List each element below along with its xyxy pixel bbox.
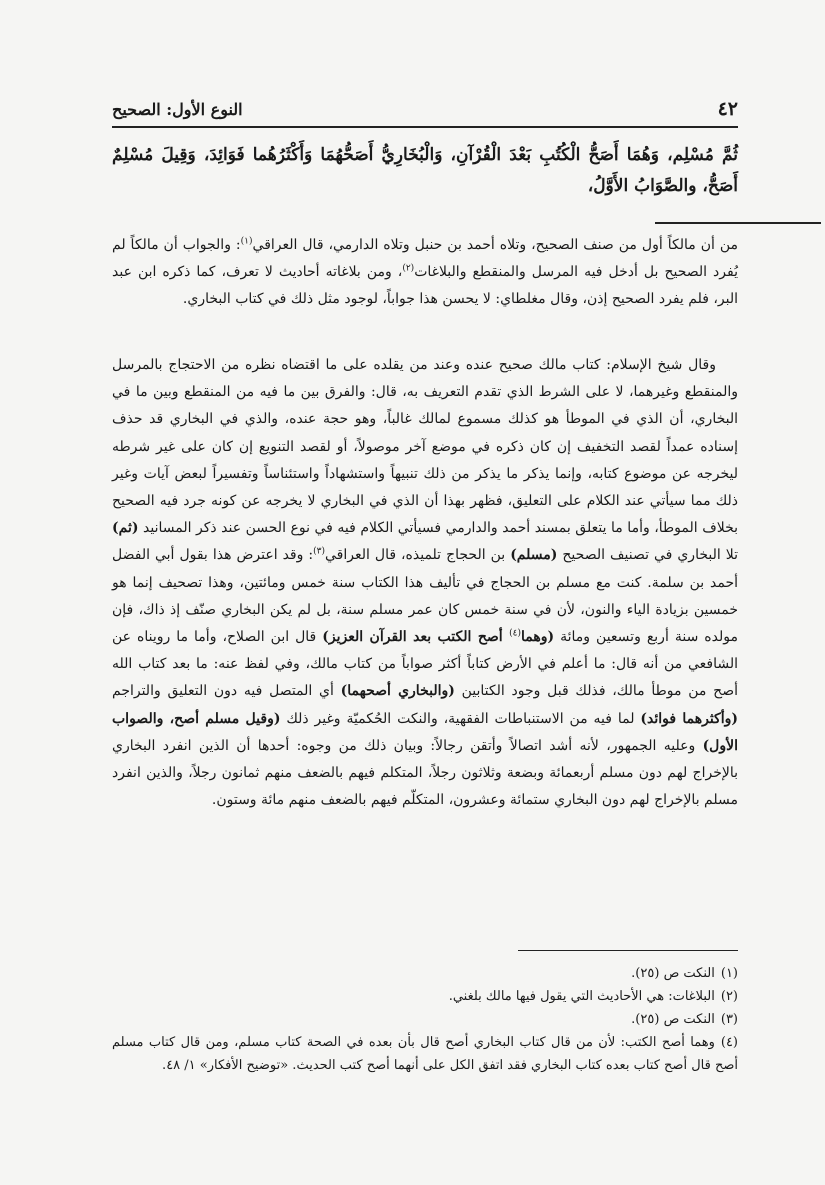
footnote-ref-4[interactable]: (٤) xyxy=(509,628,521,639)
footnote-text: النكت ص (٢٥). xyxy=(631,1012,715,1027)
footnote xyxy=(112,1031,738,1077)
footnote-text: وهما أصح الكتب: لأن من قال كتاب البخاري أصح قال بأن بعده في الصحة كتاب مسلم، ومن قال كتاب مسلم أصح قال أصح كتاب بعده كتاب البخاري فقد اتفق الكل على أنهما أصح كتب الحديث. «توضيح الأفكار» ١/ ٤٨. xyxy=(112,1035,738,1073)
quoted-matn: (ثم) xyxy=(112,520,139,537)
page-header xyxy=(112,98,738,128)
quoted-matn: أصح الكتب بعد القرآن العزيز) xyxy=(322,629,510,646)
footnote-text: البلاغات: هي الأحاديث التي يقول فيها مالك بلغني. xyxy=(448,989,715,1004)
text-run: قال ابن الصلاح، وأما ما رويناه عن الشافعي من أنه قال: ما أعلم في الأرض كتاباً أكثر صواباً من كتاب مالك، وفي لفظ عنه: ما بعد كتاب الله أصح من موطأ مالك، فذلك قبل وجود الكتابين xyxy=(112,629,738,700)
footnote-number: (٣) xyxy=(720,1012,738,1027)
text-run: وعليه الجمهور، لأنه أشد اتصالاً وأتقن رجالاً: وبيان ذلك من وجوه: أحدها أن الذين انفرد البخاري بالإخراج لهم دون مسلم أربعمائة وبضعة وثلاثون رجلاً، المتكلم فيهم بالضعف منهم ثمانون رجلاً، والذين انفرد مسلم بالإخراج لهم دون البخاري ستمائة وعشرون، المتكلّم فيهم بالضعف منهم مائة وستون. xyxy=(112,737,738,809)
matn-divider xyxy=(655,222,821,224)
footnote-divider xyxy=(518,950,738,951)
text-run: من أن مالكاً أول من صنف الصحيح، وتلاه أحمد بن حنبل وتلاه الدارمي، قال العراقي xyxy=(252,237,738,253)
quoted-matn: (وأكثرهما فوائد) xyxy=(640,710,738,727)
footnotes xyxy=(112,962,738,1077)
running-title: النوع الأول: الصحيح xyxy=(112,100,243,119)
footnote-ref-2[interactable]: (٢) xyxy=(402,263,415,274)
footnote-number: (٤) xyxy=(720,1035,738,1050)
text-run: أي المتصل فيه دون التعليق والتراجم xyxy=(112,683,341,700)
quoted-matn: (مسلم) xyxy=(510,547,558,564)
footnote-text: النكت ص (٢٥). xyxy=(631,966,715,981)
footnote-number: (١) xyxy=(720,966,738,981)
matn-text: ثُمَّ مُسْلِم، وَهُمَا أَصَحُّ الْكُتُبِ بَعْدَ الْقُرْآنِ، وَالْبُخَارِيُّ أَصَحُّهُمَا وَأَكْثَرُهُما فَوَائِدَ، وَقِيلَ مُسْلِمٌ أَصَحُّ، والصَّوَابُ الأَوَّلُ، xyxy=(112,145,738,196)
footnote-ref-1[interactable]: (١) xyxy=(240,236,253,247)
quoted-matn: (والبخاري أصحهما) xyxy=(340,683,455,700)
footnote-ref-3[interactable]: (٣) xyxy=(313,546,325,557)
text-run: ، ومن بلاغاته أحاديث لا تعرف، كما ذكره ابن عبد البر، فلم يفرد الصحيح إذن، وقال مغلطاي: لا يحسن هذا جواباً، لوجود مثل ذلك في كتاب البخاري. xyxy=(112,264,738,308)
footnote-number: (٢) xyxy=(720,989,738,1004)
footnote xyxy=(112,962,738,985)
footnote xyxy=(112,985,738,1008)
text-run: : والجواب أن مالكاً لم يُفرد الصحيح بل أدخل فيه المرسل والمنقطع والبلاغات xyxy=(112,237,738,281)
quoted-matn: (وهما xyxy=(520,629,555,646)
commentary-paragraph-1 xyxy=(112,232,738,314)
text-run: بن الحجاج تلميذه، قال العراقي xyxy=(325,547,511,564)
page-number: ٤٢ xyxy=(717,98,738,120)
commentary-paragraph-2 xyxy=(112,352,738,814)
quoted-matn: (وقيل مسلم أصح، والصواب الأول) xyxy=(112,710,738,754)
text-run: وقال شيخ الإسلام: كتاب مالك صحيح عنده وعند من يقلده على ما اقتضاه نظره من الاحتجاج بالمرسل والمنقطع وغيرهما، لا على الشرط الذي تقدم التعريف به، قال: والفرق بين ما فيه من المنقطع وبين ما في البخاري، أن الذي في الموطأ هو كذلك مسموع لمالك غالباً، وهو حجة عنده، والذي في البخاري قد حذف إسناده عمداً لقصد التخفيف إن كان ذكره في موضع آخر موصولاً، أو لقصد التنويع إن كان على غير شرطه ليخرجه عن موضوع كتابه، وإنما يذكر ما يذكر من ذلك تنبيهاً واستشهاداً واستئناساً وتفسيراً لبعض آيات وغير ذلك مما سيأتي عند الكلام على التعليق، فظهر بهذا أن الذي في البخاري لا يخرجه عن كونه جرد فيه الصحيح بخلاف الموطأ، وأما ما يتعلق بمسند أحمد والدارمي فسيأتي الكلام فيه في نوع الحسن عند ذكر المسانيد xyxy=(112,357,738,537)
footnote xyxy=(112,1008,738,1031)
text-run: : وقد اعترض هذا بقول أبي الفضل أحمد بن سلمة. كنت مع مسلم بن الحجاج في تأليف هذا الكتاب سنة خمس ومائتين، وهذا تصحيف إنما هو خمسين بزيادة الياء والنون، لأن في سنة خمس كان عمر مسلم سنة، بل لم يكن البخاري صنّف إذ ذاك، فإن مولده سنة أربع وتسعين ومائة xyxy=(112,547,738,646)
text-run: لما فيه من الاستنباطات الفقهية، والنكت الحُكميّة وغير ذلك xyxy=(280,710,641,727)
text-run: تلا البخاري في تصنيف الصحيح xyxy=(557,547,739,564)
